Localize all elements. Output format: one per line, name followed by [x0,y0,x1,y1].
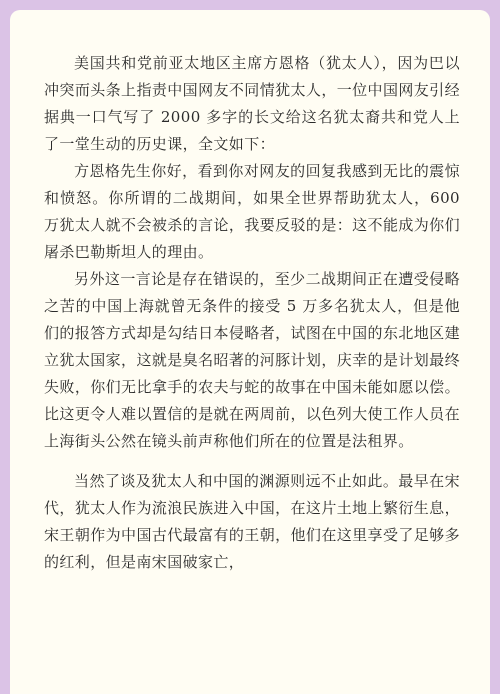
article-paragraph-greeting: 方恩格先生你好，看到你对网友的回复我感到无比的震惊和愤怒。你所谓的二战期间，如果全世界帮助犹太人，600 万犹太人就不会被杀的言论，我要反驳的是：这不能成为你们屠杀巴勒斯坦人的理由。 [44,162,460,261]
paragraph-spacer [44,455,460,468]
article-paragraph-intro: 美国共和党前亚太地区主席方恩格（犹太人），因为巴以冲突而头条上指责中国网友不同情犹太人，一位中国网友引经据典一口气写了 2000 多字的长文给这名犹太裔共和党人上了一堂生动的历史课，全文如下： [44,54,460,153]
article-paragraph-shanghai: 另外这一言论是存在错误的，至少二战期间正在遭受侵略之苦的中国上海就曾无条件的接受 5 万多名犹太人，但是他们的报答方式却是勾结日本侵略者，试图在中国的东北地区建立犹太国家，这就是臭名昭著的河豚计划，庆幸的是计划最终失败，你们无比拿手的农夫与蛇的故事在中国未能如愿以偿。比这更令人难以置信的是就在两周前，以色列大使工作人员在上海街头公然在镜头前声称他们所在的位置是法租界。 [44,270,460,450]
article-paragraph-song-dynasty: 当然了谈及犹太人和中国的渊源则远不止如此。最早在宋代，犹太人作为流浪民族进入中国，在这片土地上繁衍生息，宋王朝作为中国古代最富有的王朝，他们在这里享受了足够多的红利，但是南宋国破家亡， [44,472,460,571]
article-page [10,10,490,694]
